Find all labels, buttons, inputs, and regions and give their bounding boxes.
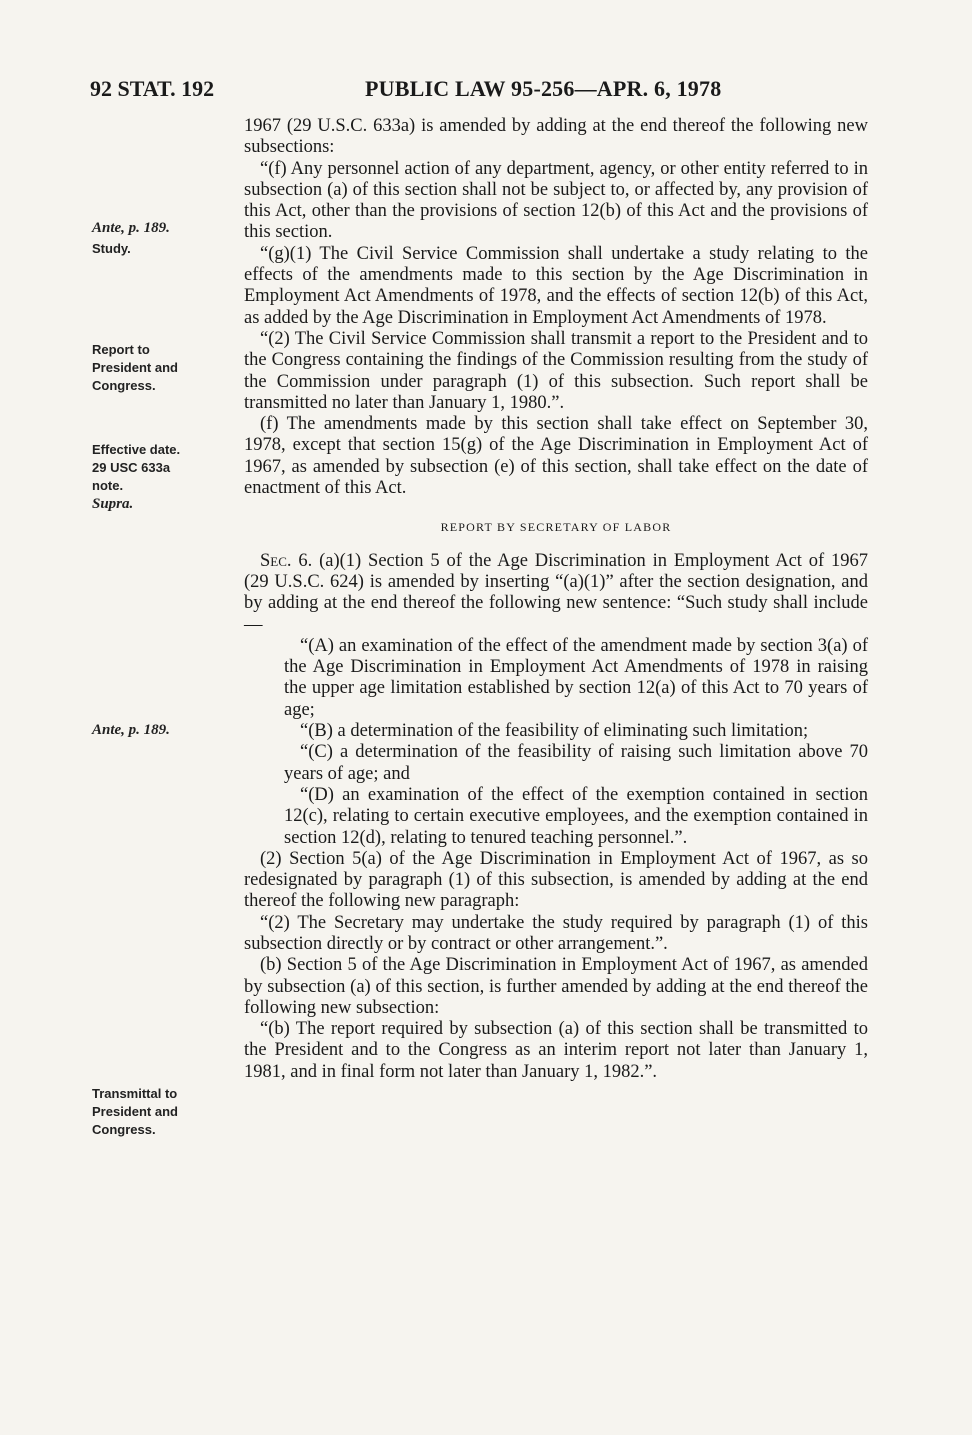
margin-note-study: [92, 240, 131, 258]
margin-note-line: Ante, p. 189.: [92, 722, 170, 738]
margin-note-ante-1: [92, 219, 170, 237]
stat-page-number: 92 STAT. 192: [90, 76, 215, 101]
paragraph: “(f) Any personnel action of any department, agency, or other entity referred to in subsection (a) of this section shall not be subject to, or affected by, any provision of this Act, other than the provisions of section 12(b) of this Act and the provisions of this section.: [244, 158, 868, 243]
subparagraph: “(A) an examination of the effect of the amendment made by section 3(a) of the Age Discrimination in Employment Act Amendments of 1978 in raising the upper age limitation established by section 12(a) of this Act to 70 years of age;: [284, 635, 868, 720]
margin-note-line: Supra.: [92, 496, 134, 512]
margin-note-line: Ante, p. 189.: [92, 220, 170, 236]
section-heading: REPORT BY SECRETARY OF LABOR: [440, 520, 672, 535]
paragraph: “(2) The Secretary may undertake the study required by paragraph (1) of this subsection directly or by contract or other arrangement.”.: [244, 912, 868, 954]
margin-note-line: Report to: [92, 342, 150, 357]
paragraph: “(2) The Civil Service Commission shall transmit a report to the President and to the Congress containing the findings of the Commission resulting from the study of the Commission under paragraph (1) of this subsection. Such report shall be transmitted no later than January 1, 1980.”.: [244, 328, 868, 413]
margin-note-report: [92, 341, 178, 395]
paragraph: “(g)(1) The Civil Service Commission shall undertake a study relating to the effects of the amendments made to this section by the Age Discrimination in Employment Act Amendments of 1978, and the effects of section 12(b) of this Act, as added by the Age Discrimination in Employment Act Amendments of 1978.: [244, 243, 868, 328]
paragraph: (f) The amendments made by this section shall take effect on September 30, 1978, except that section 15(g) of the Age Discrimination in Employment Act of 1967, as amended by subsection (e) of this section, shall take effect on the date of enactment of this Act.: [244, 414, 868, 499]
paragraph: [244, 551, 868, 636]
running-title: PUBLIC LAW 95-256—APR. 6, 1978: [365, 76, 722, 101]
paragraph: 1967 (29 U.S.C. 633a) is amended by adding at the end thereof the following new subsections:: [244, 116, 868, 158]
margin-note-line: Study.: [92, 241, 131, 256]
margin-note-line: Congress.: [92, 378, 156, 393]
section-label: Sec. 6.: [260, 550, 313, 571]
paragraph: (b) Section 5 of the Age Discrimination in Employment Act of 1967, as amended by subsection (a) of this section, is further amended by adding at the end thereof the following new subsection:: [244, 955, 868, 1018]
margin-note-ante-2: [92, 721, 170, 739]
margin-note-line: Congress.: [92, 1122, 156, 1137]
margin-note-line: Effective date.: [92, 442, 181, 457]
margin-note-line: 29 USC 633a: [92, 460, 171, 475]
paragraph: (2) Section 5(a) of the Age Discrimination in Employment Act of 1967, as so redesignated by paragraph (1) of this subsection, is amended by adding at the end thereof the following new paragraph:: [244, 848, 868, 912]
margin-note-line: Transmittal to: [92, 1086, 178, 1101]
subparagraph: “(C) a determination of the feasibility of raising such limitation above 70 years of age; and: [284, 742, 868, 784]
margin-note-effective-date: [92, 441, 180, 513]
margin-note-line: note.: [92, 478, 124, 493]
margin-note-line: President and: [92, 360, 178, 375]
statute-body: [244, 116, 868, 1083]
paragraph-text: (a)(1) Section 5 of the Age Discrimination in Employment Act of 1967 (29 U.S.C. 624) is amended by inserting “(a)(1)” after the section designation, and by adding at the end thereof the following new sentence: “Such study shall include—: [244, 550, 869, 635]
paragraph: “(b) The report required by subsection (a) of this section shall be transmitted to the President and to the Congress as an interim report not later than January 1, 1981, and in final form not later than January 1, 1982.”.: [244, 1019, 868, 1082]
margin-note-transmittal: [92, 1085, 178, 1139]
subparagraph: “(D) an examination of the effect of the exemption contained in section 12(c), relating to certain executive employees, and the exemption contained in section 12(d), relating to tenured teaching personnel.”.: [284, 784, 868, 848]
margin-note-line: President and: [92, 1104, 178, 1119]
subparagraph: “(B) a determination of the feasibility of eliminating such limitation;: [300, 721, 809, 742]
